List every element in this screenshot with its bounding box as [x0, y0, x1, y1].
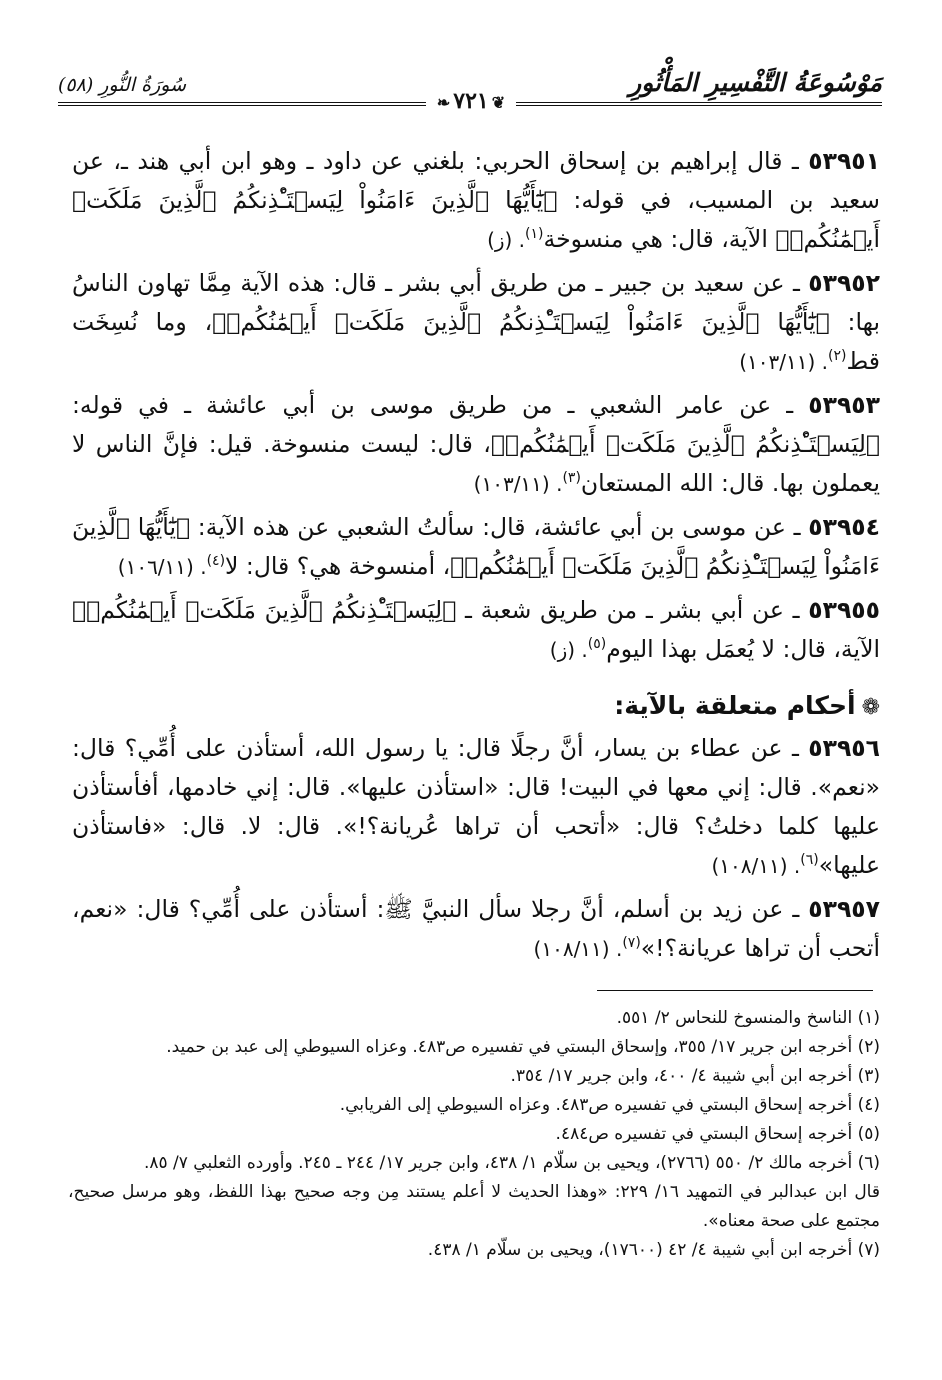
page-number-block — [0, 88, 942, 114]
entry-number: ٥٣٩٥٥ — [808, 596, 880, 624]
footnote: (٧) أخرجه ابن أبي شيبة ٤/ ٤٢ (١٧٦٠٠)، ويحيى بن سلّام ١/ ٤٣٨. — [427, 1240, 880, 1260]
ornament-icon: ❧ — [436, 93, 451, 112]
footnote: (٥) أخرجه إسحاق البستي في تفسيره ص٤٨٤. — [555, 1124, 880, 1144]
entry — [72, 264, 880, 382]
footnote: (٤) أخرجه إسحاق البستي في تفسيره ص٤٨٣. وعزاه السيوطي إلى الفريابي. — [339, 1095, 880, 1115]
footnote-ref[interactable]: (٥) — [587, 636, 607, 653]
entry — [72, 591, 880, 670]
entry-source: . (١٠٨/١١) — [533, 937, 623, 961]
entry-source: . (ز) — [549, 638, 588, 662]
entry-text: ـ عن أبي بشر ـ من طريق شعبة ـ ﴿لِيَسۡتَـْٔذِنكُمُ ٱلَّذِينَ مَلَكَتۡ أَيۡمَٰنُكُمۡ﴾ الآية، قال: لا يُعمَل بهذا اليوم — [72, 596, 880, 663]
entry-number: ٥٣٩٥٧ — [808, 895, 880, 923]
entry — [72, 890, 880, 969]
entry-text: ـ عن سعيد بن جبير ـ من طريق أبي بشر ـ قال: هذه الآية مِمَّا تهاون الناسُ بها: ﴿يَٰٓأَيُّهَا ٱلَّذِينَ ءَامَنُواْ لِيَسۡتَـْٔذِنكُمُ ٱلَّذِينَ مَلَكَتۡ أَيۡمَٰنُكُمۡ﴾، وما نُسِخَت قط — [72, 269, 880, 375]
footnote-ref[interactable]: (١) — [525, 226, 544, 243]
book-title: مَوْسُوعَةُ التَّفْسِيرِ المَأْثُورِ — [629, 68, 882, 97]
footnote-ref[interactable]: (٧) — [622, 935, 641, 952]
entry-number: ٥٣٩٥٢ — [808, 269, 880, 297]
entry-text: ـ عن موسى بن أبي عائشة، قال: سألتُ الشعبي عن هذه الآية: ﴿يَٰٓأَيُّهَا ٱلَّذِينَ ءَامَنُواْ لِيَسۡتَـْٔذِنكُمُ ٱلَّذِينَ مَلَكَتۡ أَيۡمَٰنُكُمۡ﴾، أمنسوخة هي؟ قال: لا — [72, 513, 880, 580]
footnotes — [68, 1004, 880, 1265]
main-text — [72, 142, 880, 973]
entry-source: . (ز) — [487, 228, 526, 252]
entry — [72, 386, 880, 504]
entry-source: . (١٠٣/١١) — [739, 350, 828, 374]
footnote-ref[interactable]: (٦) — [800, 852, 819, 869]
entry-source: . (١٠٣/١١) — [473, 472, 563, 496]
entry-number: ٥٣٩٥١ — [808, 147, 880, 175]
page-number: ٧٢١ — [453, 88, 489, 114]
footnote: (٦) أخرجه مالك ٢/ ٥٥٠ (٢٧٦٦)، ويحيى بن سلّام ١/ ٤٣٨، وابن جرير ١٧/ ٢٤٤ ـ ٢٤٥. وأورده الثعلبي ٧/ ٨٥. — [143, 1153, 880, 1173]
ornament-icon: ❦ — [491, 93, 506, 112]
section-title: أحكام متعلقة بالآية: — [614, 691, 856, 720]
flower-ornament-icon: ❁ — [861, 695, 880, 720]
footnote-ref[interactable]: (٤) — [206, 553, 226, 570]
entry-source: . (١٠٦/١١) — [117, 555, 207, 579]
entry-number: ٥٣٩٥٦ — [808, 734, 880, 762]
section-heading — [72, 686, 880, 727]
entry-text: ـ عن عطاء بن يسار، أنَّ رجلًا قال: يا رسول الله، أستأذن على أُمِّي؟ قال: «نعم». قال: إني معها في البيت! قال: «استأذن عليها». قال: إني خادمها، أفأستأذن عليها كلما دخلتُ؟ قال: «أتحب أن تراها عُريانة؟!». قال: لا. قال: «فاستأذن عليها» — [72, 734, 880, 879]
entry-number: ٥٣٩٥٣ — [808, 391, 880, 419]
footnote-rule — [597, 990, 873, 991]
footnote: (٣) أخرجه ابن أبي شيبة ٤/ ٤٠٠، وابن جرير ١٧/ ٣٥٤. — [510, 1066, 880, 1086]
entry — [72, 508, 880, 587]
footnote-ref[interactable]: (٣) — [562, 470, 581, 487]
footnote-ref[interactable]: (٢) — [827, 348, 847, 365]
entry — [72, 729, 880, 886]
footnote: (٢) أخرجه ابن جرير ١٧/ ٣٥٥، وإسحاق البستي في تفسيره ص٤٨٣. وعزاه السيوطي إلى عبد بن حميد. — [166, 1037, 880, 1057]
entry-text: ـ عن عامر الشعبي ـ من طريق موسى بن أبي عائشة ـ في قوله: ﴿لِيَسۡتَـْٔذِنكُمُ ٱلَّذِينَ مَلَكَتۡ أَيۡمَٰنُكُمۡ﴾، قال: ليست منسوخة. قيل: فإنَّ الناس لا يعملون بها. قال: الله المستعان — [72, 391, 880, 497]
footnote-comment: قال ابن عبدالبر في التمهيد ١٦/ ٢٢٩: «وهذا الحديث لا أعلم يستند مِن وجه صحيح بهذا اللفظ، وهو مرسل صحيح، مجتمع على صحة معناه». — [68, 1182, 880, 1231]
entry-source: . (١٠٨/١١) — [711, 854, 801, 878]
entry — [72, 142, 880, 260]
entry-text: ـ قال إبراهيم بن إسحاق الحربي: بلغني عن داود ـ وهو ابن أبي هند ـ، عن سعيد بن المسيب، في قوله: ﴿يَٰٓأَيُّهَا ٱلَّذِينَ ءَامَنُواْ لِيَسۡتَـْٔذِنكُمُ ٱلَّذِينَ مَلَكَتۡ أَيۡمَٰنُكُمۡ﴾ الآية، قال: هي منسوخة — [72, 147, 880, 253]
footnote: (١) الناسخ والمنسوخ للنحاس ٢/ ٥٥١. — [616, 1008, 880, 1028]
surah-label: سُورَةُ النُّورِ (٥٨) — [58, 74, 186, 96]
entry-number: ٥٣٩٥٤ — [808, 513, 880, 541]
entry-text: ـ عن زيد بن أسلم، أنَّ رجلا سأل النبيَّ ﷺ: أستأذن على أُمِّي؟ قال: «نعم، أتحب أن تراها عريانة؟!» — [72, 895, 880, 962]
